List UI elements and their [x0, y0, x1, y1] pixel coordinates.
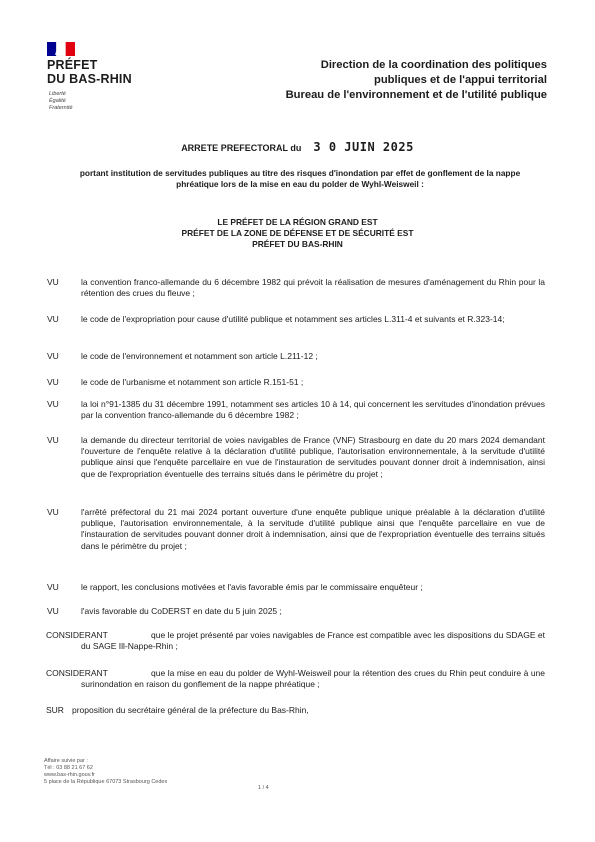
sur-paragraph	[40, 705, 545, 716]
vu-label: VU	[47, 399, 59, 409]
vu-text: l'avis favorable du CoDERST en date du 5 juin 2025 ;	[81, 606, 282, 616]
prefet-line-2: DU BAS-RHIN	[47, 72, 132, 86]
vu-paragraph	[40, 277, 545, 299]
considerant-text: que la mise en eau du polder de Wyhl-Weisweil pour la rétention des crues du Rhin peut conduire à une surinondation en raison du gonflement de la nappe phréatique ;	[81, 668, 545, 690]
authority-line-2: PRÉFET DE LA ZONE DE DÉFENSE ET DE SÉCURITÉ EST	[181, 228, 414, 238]
vu-paragraph	[40, 314, 545, 325]
vu-text: le code de l'environnement et notamment son article L.211-12 ;	[81, 351, 318, 361]
vu-label: VU	[47, 582, 59, 592]
vu-text: la convention franco-allemande du 6 décembre 1982 qui prévoit la réalisation de mesures d'aménagement du Rhin pour la rétention des crues du fleuve ;	[81, 277, 545, 299]
page-number: 1 / 4	[258, 785, 269, 791]
vu-paragraph	[40, 351, 545, 362]
vu-text: l'arrêté préfectoral du 21 mai 2024 portant ouverture d'une enquête publique unique préalable à la déclaration d'utilité publique, l'autorisation environnementale, à la servitude d'utilité publique ainsi que l'enquête parcellaire en vue de l'instauration de servitudes pouvant donner droit à indemnisation, ainsi que de l'expropriation éventuelle des terrains situés dans le périmètre du projet ;	[81, 507, 545, 551]
sur-text: proposition du secrétaire général de la préfecture du Bas-Rhin,	[72, 705, 309, 715]
prefet-title	[47, 58, 132, 86]
arrete-subject: portant institution de servitudes publiques au titre des risques d'inondation par effet de gonflement de la nappe phréatique lors de la mise en eau du polder de Wyhl-Weisweil :	[79, 168, 521, 189]
vu-label: VU	[47, 277, 59, 287]
footer-line-1: Affaire suivie par :	[44, 758, 88, 764]
vu-label: VU	[47, 606, 59, 616]
footer-contact	[44, 758, 167, 786]
direction-line-3: Bureau de l'environnement et de l'utilité publique	[285, 89, 547, 101]
direction-line-1: Direction de la coordination des politiques	[320, 59, 547, 71]
considerant-label: CONSIDERANT	[46, 630, 108, 640]
arrete-title	[0, 140, 595, 154]
vu-paragraph	[40, 377, 545, 388]
vu-text: la demande du directeur territorial de voies navigables de France (VNF) Strasbourg en date du 20 mars 2024 demandant l'ouverture de l'enquête relative à la déclaration d'utilité publique, l'autorisation environnementale, à la servitude d'utilité publique ainsi que l'enquête parcellaire en vue de l'instauration de servitudes pouvant donner droit à indemnisation, ainsi que de l'expropriation éventuelle des terrains situés dans le périmètre du projet ;	[81, 435, 545, 479]
authority-line-1: LE PRÉFET DE LA RÉGION GRAND EST	[217, 217, 378, 227]
direction-line-2: publiques et de l'appui territorial	[374, 74, 547, 86]
vu-paragraph	[40, 582, 545, 593]
considerant-paragraph	[40, 630, 545, 652]
vu-paragraph	[40, 399, 545, 421]
vu-paragraph	[40, 606, 545, 617]
considerant-text: que le projet présenté par voies navigables de France est compatible avec les dispositions du SDAGE et du SAGE Ill-Nappe-Rhin ;	[81, 630, 545, 652]
direction-heading	[286, 58, 547, 103]
vu-label: VU	[47, 314, 59, 324]
vu-text: le code de l'expropriation pour cause d'utilité publique et notamment ses articles L.311-4 et suivants et R.323-14;	[81, 314, 505, 324]
vu-paragraph	[40, 507, 545, 552]
footer-line-3: www.bas-rhin.gouv.fr	[44, 772, 95, 778]
devise-liberte: Liberté	[49, 91, 66, 97]
arrete-date-stamp: 3 0 JUIN 2025	[313, 140, 414, 154]
vu-label: VU	[47, 377, 59, 387]
devise-fraternite: Fraternité	[49, 105, 73, 111]
footer-line-4: 5 place de la République 67073 Strasbourg Cedex	[44, 779, 168, 785]
vu-label: VU	[47, 351, 59, 361]
devise-egalite: Égalité	[49, 98, 66, 104]
considerant-paragraph	[40, 668, 545, 690]
arrete-label: ARRETE PREFECTORAL du	[181, 143, 302, 153]
devise	[49, 91, 73, 112]
authority-line-3: PRÉFET DU BAS-RHIN	[252, 239, 343, 249]
vu-text: le rapport, les conclusions motivées et l'avis favorable émis par le commissaire enquêteur ;	[81, 582, 423, 592]
considerant-label: CONSIDERANT	[46, 668, 108, 678]
vu-text: la loi n°91-1385 du 31 décembre 1991, notamment ses articles 10 à 14, qui concernent les servitudes d'inondation prévues par la convention franco-allemande du 6 décembre 1982 ;	[81, 399, 545, 421]
vu-label: VU	[47, 435, 59, 445]
vu-paragraph	[40, 435, 545, 480]
sur-label: SUR	[46, 705, 64, 715]
marianne-logo-icon	[47, 42, 75, 56]
footer-line-2: Tél : 03 88 21 67 62	[44, 765, 93, 771]
prefet-line-1: PRÉFET	[47, 58, 98, 72]
vu-text: le code de l'urbanisme et notamment son article R.151-51 ;	[81, 377, 304, 387]
vu-label: VU	[47, 507, 59, 517]
authority-block	[0, 217, 595, 250]
